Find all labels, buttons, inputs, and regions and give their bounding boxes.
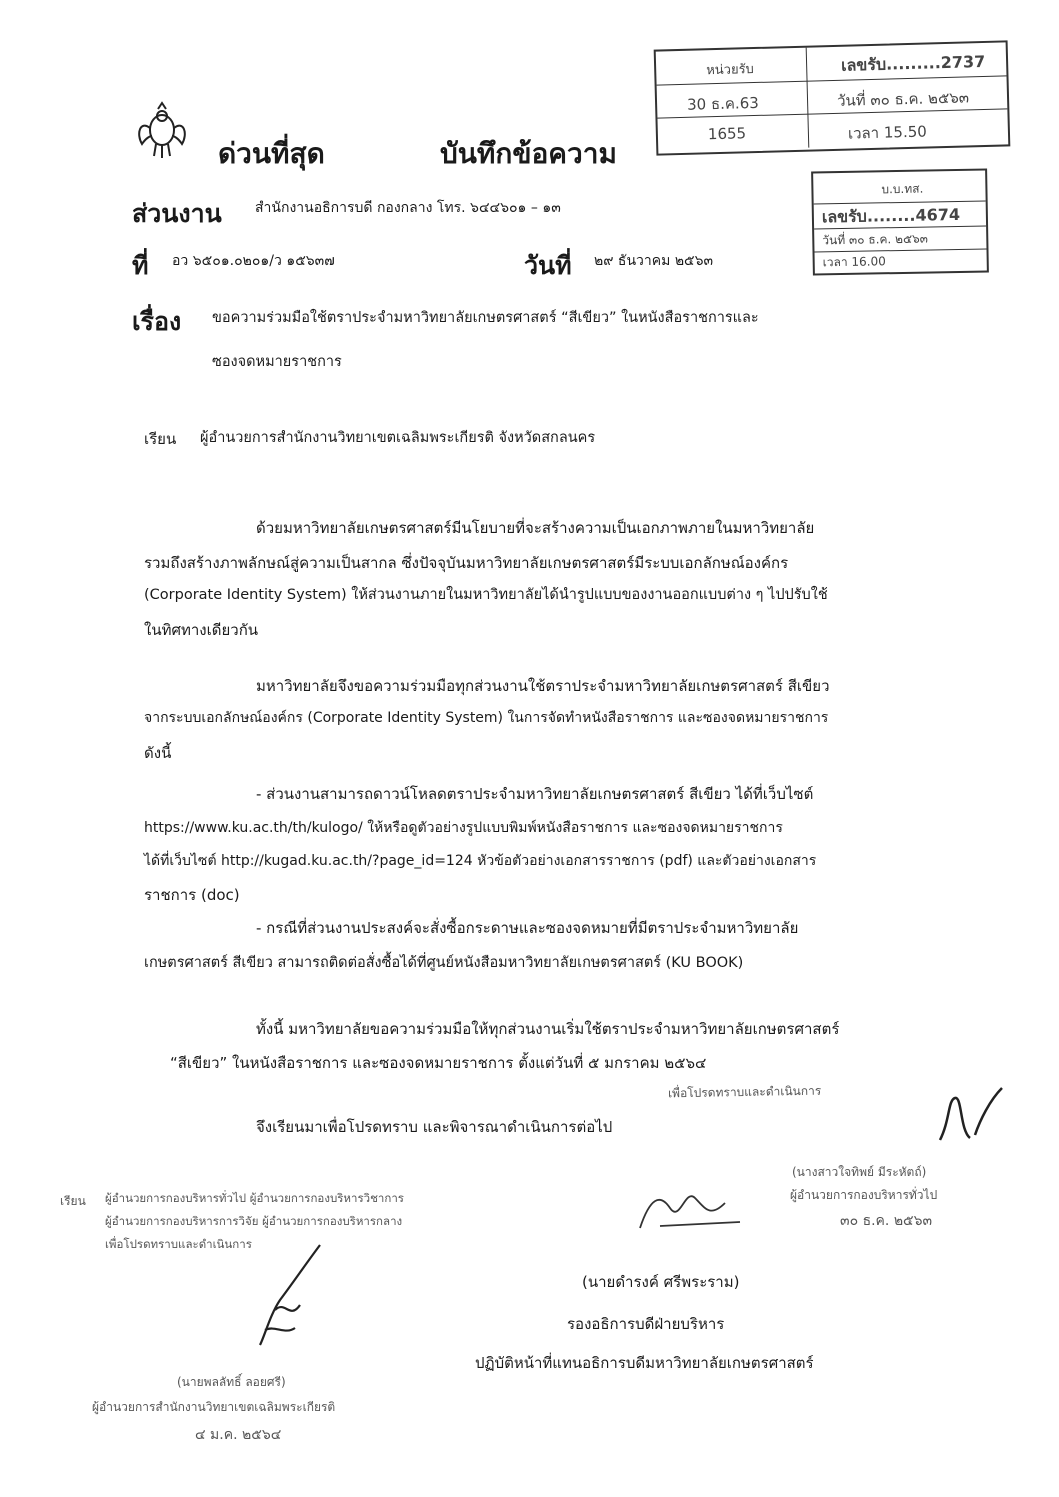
handwritten-left-line-1: ผู้อำนวยการกองบริหารทั่วไป ผู้อำนวยการกองบริหารวิชาการ — [105, 1191, 404, 1205]
handwritten-name-right: (นางสาวใจทิพย์ มีระหัตถ์) — [792, 1165, 927, 1179]
handwritten-date-right: ๓๐ ธ.ค. ๒๕๖๓ — [840, 1213, 933, 1229]
handwritten-title-right: ผู้อำนวยการกองบริหารทั่วไป — [790, 1188, 938, 1202]
stamp-date: วันที่ ๓๐ ธ.ค. ๒๕๖๓ — [836, 88, 970, 110]
handwritten-left-line-2: ผู้อำนวยการกองบริหารการวิจัย ผู้อำนวยการกองบริหารกลาง — [105, 1214, 403, 1228]
subject-line-1: ขอความร่วมมือใช้ตราประจำมหาวิทยาลัยเกษตรศาสตร์ “สีเขียว” ในหนังสือราชการและ — [212, 310, 759, 326]
signer-title-2: ปฏิบัติหน้าที่แทนอธิการบดีมหาวิทยาลัยเกษตรศาสตร์ — [475, 1354, 814, 1372]
urgency-label: ด่วนที่สุด — [218, 137, 325, 170]
body-p1-line-2: รวมถึงสร้างภาพลักษณ์สู่ความเป็นสากล ซึ่งปัจจุบันมหาวิทยาลัยเกษตรศาสตร์มีระบบเอกลักษณ์องค์กร — [144, 554, 789, 572]
stamp-unit: หน่วยรับ — [706, 62, 755, 79]
handwritten-left-label: เรียน — [60, 1194, 86, 1208]
body-p2-line-3: ดังนี้ — [144, 744, 172, 762]
receiving-stamp-secondary — [811, 168, 989, 275]
stamp2-date: วันที่ ๓๐ ธ.ค. ๒๕๖๓ — [822, 231, 929, 248]
garuda-emblem-logo — [132, 100, 192, 162]
subject-line-2: ซองจดหมายราชการ — [212, 354, 342, 370]
doc-no-label: ที่ — [132, 251, 149, 280]
closing-line: จึงเรียนมาเพื่อโปรดทราบ และพิจารณาดำเนินการต่อไป — [256, 1118, 613, 1136]
salutation-label: เรียน — [144, 430, 177, 448]
department-value: สำนักงานอธิการบดี กองกลาง โทร. ๖๔๔๖๐๑ – ๑๓ — [255, 200, 561, 216]
bullet-1-line-1: - ส่วนงานสามารถดาวน์โหลดตราประจำมหาวิทยาลัยเกษตรศาสตร์ สีเขียว ได้ที่เว็บไซต์ — [256, 785, 814, 803]
handwritten-bottom-date: ๔ ม.ค. ๒๕๖๔ — [195, 1427, 282, 1443]
date-label: วันที่ — [524, 251, 572, 280]
doc-no-value: อว ๖๕๐๑.๐๒๐๑/ว ๑๕๖๓๗ — [172, 253, 335, 269]
stamp-date-left: 30 ธ.ค.63 — [686, 93, 760, 114]
body-p1-line-4: ในทิศทางเดียวกัน — [144, 621, 259, 639]
stamp-time: เวลา 15.50 — [847, 122, 928, 143]
bullet-2-line-2: เกษตรศาสตร์ สีเขียว สามารถติดต่อสั่งซื้อได้ที่ศูนย์หนังสือมหาวิทยาลัยเกษตรศาสตร์ (KU BOOK) — [144, 955, 744, 971]
body-p2-line-2: จากระบบเอกลักษณ์องค์กร (Corporate Identity System) ในการจัดทำหนังสือราชการ และซองจดหมายราชการ — [144, 710, 829, 726]
memo-title: บันทึกข้อความ — [440, 137, 617, 170]
body-p1-line-3: (Corporate Identity System) ให้ส่วนงานภายในมหาวิทยาลัยได้นำรูปแบบของงานออกแบบต่าง ๆ ไปปรับใช้ — [144, 587, 828, 603]
handwritten-left-line-3: เพื่อโปรดทราบและดำเนินการ — [105, 1237, 252, 1251]
stamp2-time: เวลา 16.00 — [822, 254, 886, 270]
date-value: ๒๙ ธันวาคม ๒๕๖๓ — [594, 253, 714, 269]
handwritten-note-right: เพื่อโปรดทราบและดำเนินการ — [667, 1083, 822, 1101]
body-p1-line-1: ด้วยมหาวิทยาลัยเกษตรศาสตร์มีนโยบายที่จะสร้างความเป็นเอกภาพภายในมหาวิทยาลัย — [256, 519, 815, 537]
stamp2-number: เลขรับ........4674 — [821, 204, 961, 227]
handwritten-bottom-title: ผู้อำนวยการสำนักงานวิทยาเขตเฉลิมพระเกียรติ — [92, 1400, 336, 1414]
stamp-time-left: 1655 — [707, 124, 747, 144]
stamp2-title: บ.บ.ทส. — [881, 181, 924, 197]
body-p3-line-1: ทั้งนี้ มหาวิทยาลัยขอความร่วมมือให้ทุกส่วนงานเริ่มใช้ตราประจำมหาวิทยาลัยเกษตรศาสตร์ — [256, 1020, 840, 1038]
bullet-1-line-4: ราชการ (doc) — [144, 886, 240, 904]
signer-name: (นายดำรงค์ ศรีพระราม) — [582, 1273, 740, 1291]
signature-scribble — [630, 1178, 750, 1238]
signature-left-vertical — [245, 1240, 335, 1350]
stamp-receive-no: เลขรับ.........2737 — [840, 51, 986, 75]
body-p2-line-1: มหาวิทยาลัยจึงขอความร่วมมือทุกส่วนงานใช้ตราประจำมหาวิทยาลัยเกษตรศาสตร์ สีเขียว — [256, 677, 830, 695]
handwritten-bottom-name: (นายพลลัทธิ์ ลอยศรี) — [177, 1375, 286, 1389]
body-p3-line-2: “สีเขียว” ในหนังสือราชการ และซองจดหมายราชการ ตั้งแต่วันที่ ๕ มกราคม ๒๕๖๔ — [170, 1054, 707, 1072]
bullet-1-line-2: https://www.ku.ac.th/th/kulogo/ ให้หรือดูตัวอย่างรูปแบบพิมพ์หนังสือราชการ และซองจดหมายราชการ — [144, 820, 783, 836]
department-label: ส่วนงาน — [132, 199, 222, 228]
signer-title-1: รองอธิการบดีฝ่ายบริหาร — [567, 1315, 725, 1333]
salutation-value: ผู้อำนวยการสำนักงานวิทยาเขตเฉลิมพระเกียรติ จังหวัดสกลนคร — [200, 430, 596, 446]
bullet-1-line-3: ได้ที่เว็บไซต์ http://kugad.ku.ac.th/?page_id=124 หัวข้อตัวอย่างเอกสารราชการ (pdf) และตัวอย่างเอกสาร — [144, 853, 817, 869]
receiving-stamp — [654, 40, 1011, 155]
bullet-2-line-1: - กรณีที่ส่วนงานประสงค์จะสั่งซื้อกระดาษและซองจดหมายที่มีตราประจำมหาวิทยาลัย — [256, 919, 799, 937]
subject-label: เรื่อง — [132, 307, 182, 336]
handwritten-initials-right — [920, 1080, 1010, 1150]
